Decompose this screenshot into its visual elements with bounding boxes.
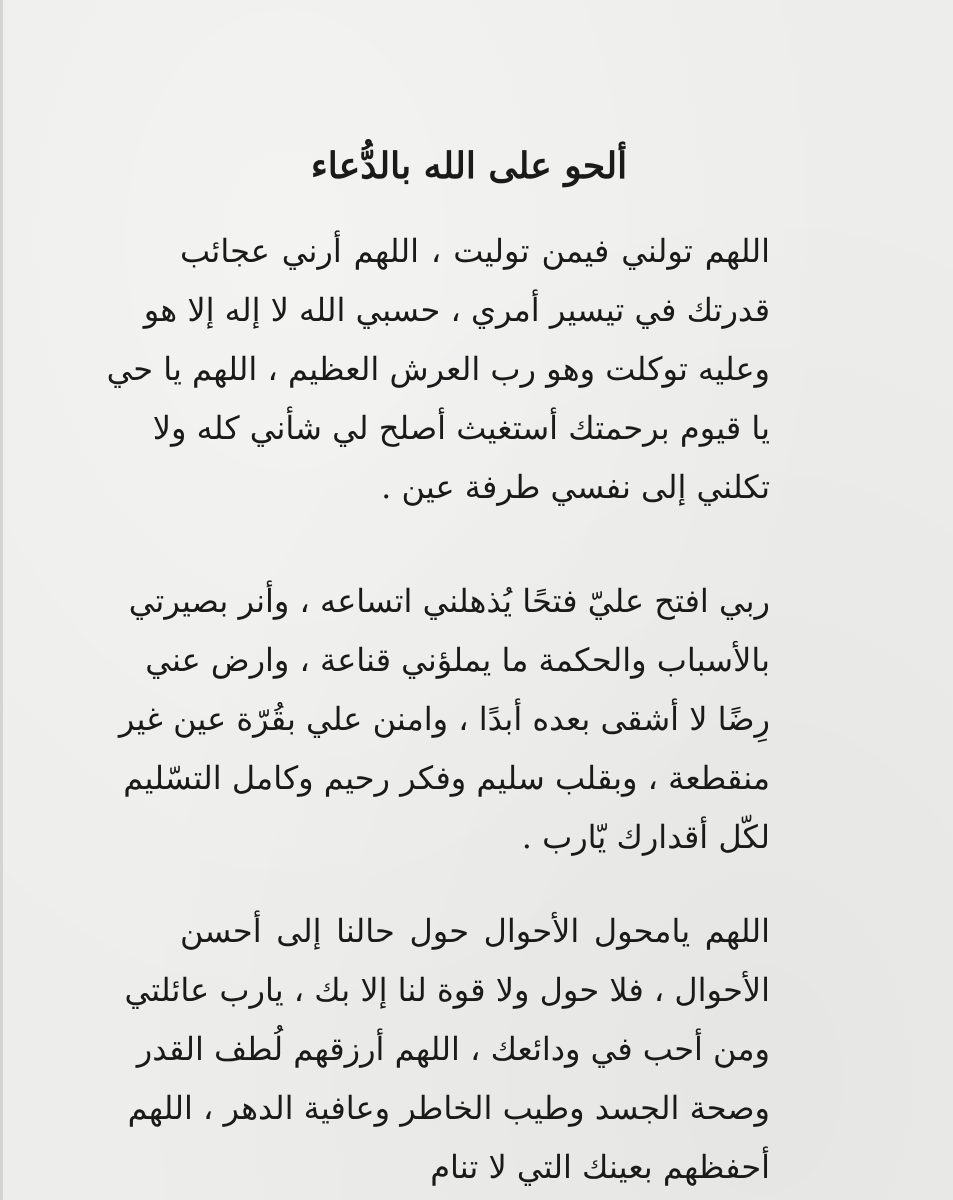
page-edge	[0, 0, 3, 1200]
text-line: رِضًا لا أشقى بعده أبدًا ، وامنن علي بقُرّة عين غير	[118, 700, 770, 738]
text-line: تكلني إلى نفسي طرفة عين .	[381, 468, 770, 506]
text-line: الأحوال ، فلا حول ولا قوة لنا إلا بك ، يارب عائلتي	[124, 971, 770, 1009]
text-line: وعليه توكلت وهو رب العرش العظيم ، اللهم يا حي	[106, 350, 770, 388]
text-line: ومن أحب في ودائعك ، اللهم أرزقهم لُطف القدر	[136, 1030, 770, 1068]
text-line: ربي افتح عليّ فتحًا يُذهلني اتساعه ، وأنر بصيرتي	[128, 582, 770, 620]
text-line: اللهم تولني فيمن توليت ، اللهم أرني عجائب	[180, 232, 770, 270]
text-line: قدرتك في تيسير أمري ، حسبي الله لا إله إلا هو	[143, 291, 770, 329]
paragraph-1	[106, 222, 770, 517]
text-line: منقطعة ، وبقلب سليم وفكر رحيم وكامل التسّليم	[123, 759, 770, 797]
text-line: وصحة الجسد وطيب الخاطر وعافية الدهر ، اللهم	[127, 1089, 770, 1127]
text-line: بالأسباب والحكمة ما يملؤني قناعة ، وارض عني	[145, 641, 770, 679]
page-title: ألحو على الله بالدُّعاء	[310, 145, 628, 187]
paragraph-2	[118, 572, 770, 867]
text-line: لكّل أقدارك يّارب .	[521, 818, 770, 856]
text-line: اللهم يامحول الأحوال حول حالنا إلى أحسن	[180, 912, 770, 950]
text-line: يا قيوم برحمتك أستغيث أصلح لي شأني كله ولا	[152, 409, 770, 447]
text-line: أحفظهم بعينك التي لا تنام	[430, 1148, 770, 1186]
paragraph-3	[124, 902, 770, 1197]
